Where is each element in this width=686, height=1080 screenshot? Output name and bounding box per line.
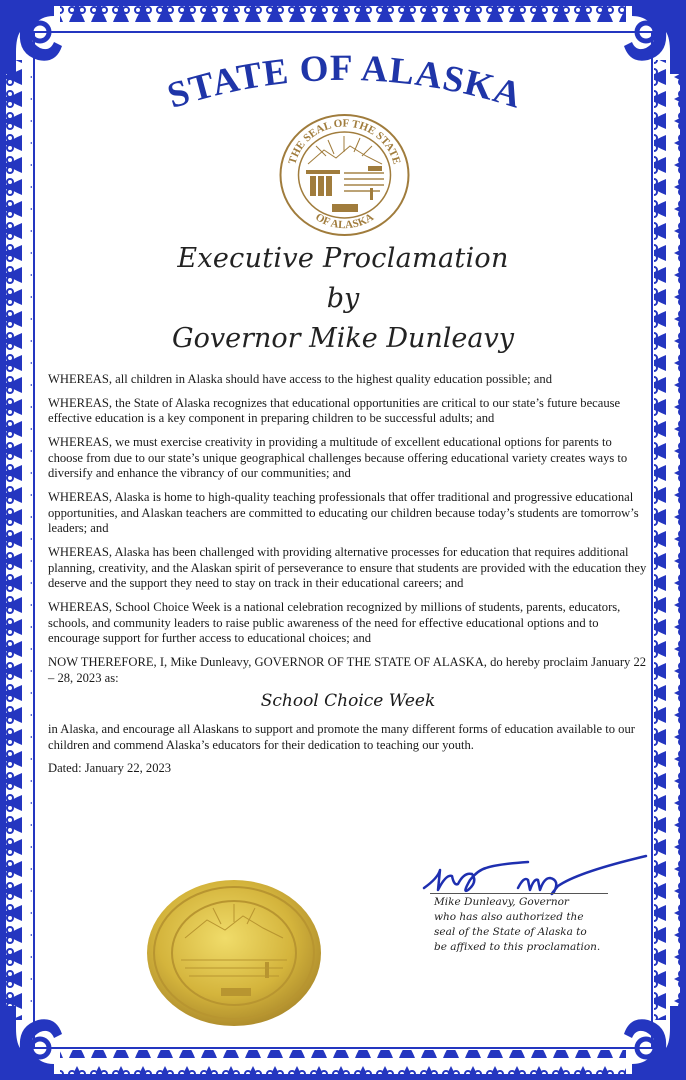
signature-block bbox=[434, 895, 654, 955]
whereas-clause: WHEREAS, School Choice Week is a national celebration recognized by millions of students, parents, educators, schools, and community leaders to raise public awareness of the need for effective educational options and to encourage support for further access to educational choices; and bbox=[48, 600, 621, 646]
signature-line bbox=[430, 893, 608, 894]
whereas-clause: WHEREAS, we must exercise creativity in providing a multitude of excellent educational options for parents to choose from due to our state’s unique geographical challenges because offering educational variety creates ways to diversify and enhance the vibrancy of our communities; and bbox=[48, 435, 628, 481]
proclaimed-observance: School Choice Week bbox=[260, 691, 436, 712]
whereas-clause: WHEREAS, all children in Alaska should have access to the highest quality education possible; and bbox=[48, 372, 552, 386]
proclamation-author: Governor Mike Dunleavy bbox=[172, 323, 514, 354]
state-seal-lineart bbox=[278, 112, 411, 238]
whereas-clause: WHEREAS, the State of Alaska recognizes that educational opportunities are critical to our state’s future because effective education is a key component in preparing children to be successful adults; and bbox=[48, 395, 621, 426]
signature-note: seal of the State of Alaska to bbox=[434, 926, 587, 938]
signature-note: who has also authorized the bbox=[434, 911, 584, 923]
governor-signature bbox=[418, 848, 648, 898]
whereas-clause: WHEREAS, Alaska is home to high-quality teaching professionals that offer traditional and progressive educational opportunities, and Alaskan teachers are committed to educating our children because today’s students are tomorrow’s leaders; and bbox=[48, 490, 639, 536]
dated-line: Dated: January 22, 2023 bbox=[48, 761, 172, 776]
svg-text:OF ALASKA bbox=[313, 211, 376, 231]
seal-text-bottom: OF ALASKA bbox=[313, 211, 376, 232]
closing-clause: in Alaska, and encourage all Alaskans to support and promote the many different forms of education available to our children and commend Alaska’s educators for their dedication to teaching our youth. bbox=[48, 722, 635, 752]
seal-text-top: THE SEAL OF THE STATE bbox=[286, 117, 403, 166]
state-title: STATE OF ALASKA bbox=[162, 47, 527, 117]
signature-note: be affixed to this proclamation. bbox=[434, 941, 601, 953]
svg-text:STATE OF ALASKA bbox=[163, 48, 527, 117]
whereas-clause: WHEREAS, Alaska has been challenged with providing alternative processes for education that requires additional planning, creativity, and the Alaskan spirit of perseverance to ensure that students are provided with the education they deserve and the support they need to stay on track in their educational careers; and bbox=[48, 545, 647, 591]
proclamation-title: Executive Proclamation bbox=[177, 243, 509, 274]
gold-state-seal bbox=[145, 878, 323, 1028]
proclamation-body bbox=[48, 372, 648, 785]
signer-name: Mike Dunleavy, Governor bbox=[434, 896, 569, 908]
now-therefore-clause: NOW THEREFORE, I, Mike Dunleavy, GOVERNOR OF THE STATE OF ALASKA, do hereby proclaim January 22 – 28, 2023 as: bbox=[48, 655, 647, 685]
proclamation-by: by bbox=[326, 283, 360, 314]
